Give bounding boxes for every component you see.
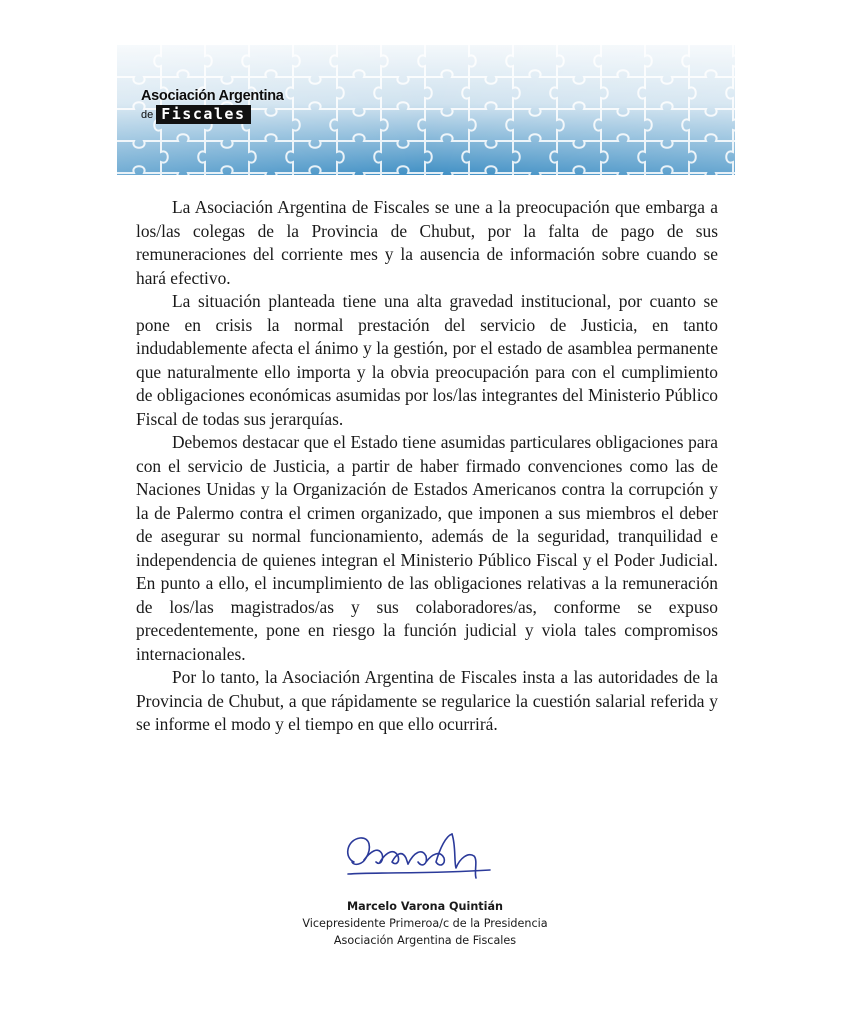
signer-name: Marcelo Varona Quintián — [346, 900, 503, 913]
paragraph-4: Por lo tanto, la Asociación Argentina de Fiscales insta a las autoridades de la Provincia de Chubut, a que rápidamente se regularice la cuestión salarial referida y se informe el modo y el tiempo en que ello ocurrirá. — [136, 667, 718, 734]
handwritten-signature — [340, 818, 520, 888]
signer-organization: Asociación Argentina de Fiscales — [333, 934, 517, 947]
signature-block — [260, 898, 590, 949]
paragraph-2: La situación planteada tiene una alta gravedad institucional, por cuanto se pone en crisis la normal prestación del servicio de Justicia, en tanto indudablemente afecta el ánimo y la gestión, por el estado de asamblea permanente que naturalmente ello importa y la obvia preocupación para con el cumplimiento de obligaciones económicas asumidas por los/las integrantes del Ministerio Público Fiscal de todas sus jerarquías. — [136, 291, 718, 429]
header-banner — [117, 45, 735, 175]
paragraph-1: La Asociación Argentina de Fiscales se une a la preocupación que embarga a los/las colegas de la Provincia de Chubut, por la falta de pago de sus remuneraciones del corriente mes y la ausencia de información sobre cuando se hará efectivo. — [136, 197, 718, 288]
association-logo — [141, 88, 284, 124]
paragraph-3: Debemos destacar que el Estado tiene asumidas particulares obligaciones para con el servicio de Justicia, a partir de haber firmado convenciones como las de Naciones Unidas y la Organización de Estados Americanos contra la corrupción y la de Palermo contra el crimen organizado, que imponen a sus miembros el deber de asegurar su normal funcionamiento, además de la seguridad, tranquilidad e independencia de quienes integran el Ministerio Público Fiscal y el Poder Judicial. En punto a ello, el incumplimiento de las obligaciones relativas a la remuneración de los/las magistrados/as y sus colaboradores/as, conforme se expuso precedentemente, pone en riesgo la función judicial y viola tales compromisos internacionales. — [136, 432, 718, 664]
logo-line1: Asociación Argentina — [141, 88, 284, 104]
logo-fiscales: Fiscales — [156, 105, 250, 124]
letter-body — [136, 196, 718, 737]
signer-title: Vicepresidente Primeroa/c de la Presidencia — [302, 917, 548, 930]
logo-de: de — [141, 108, 154, 121]
